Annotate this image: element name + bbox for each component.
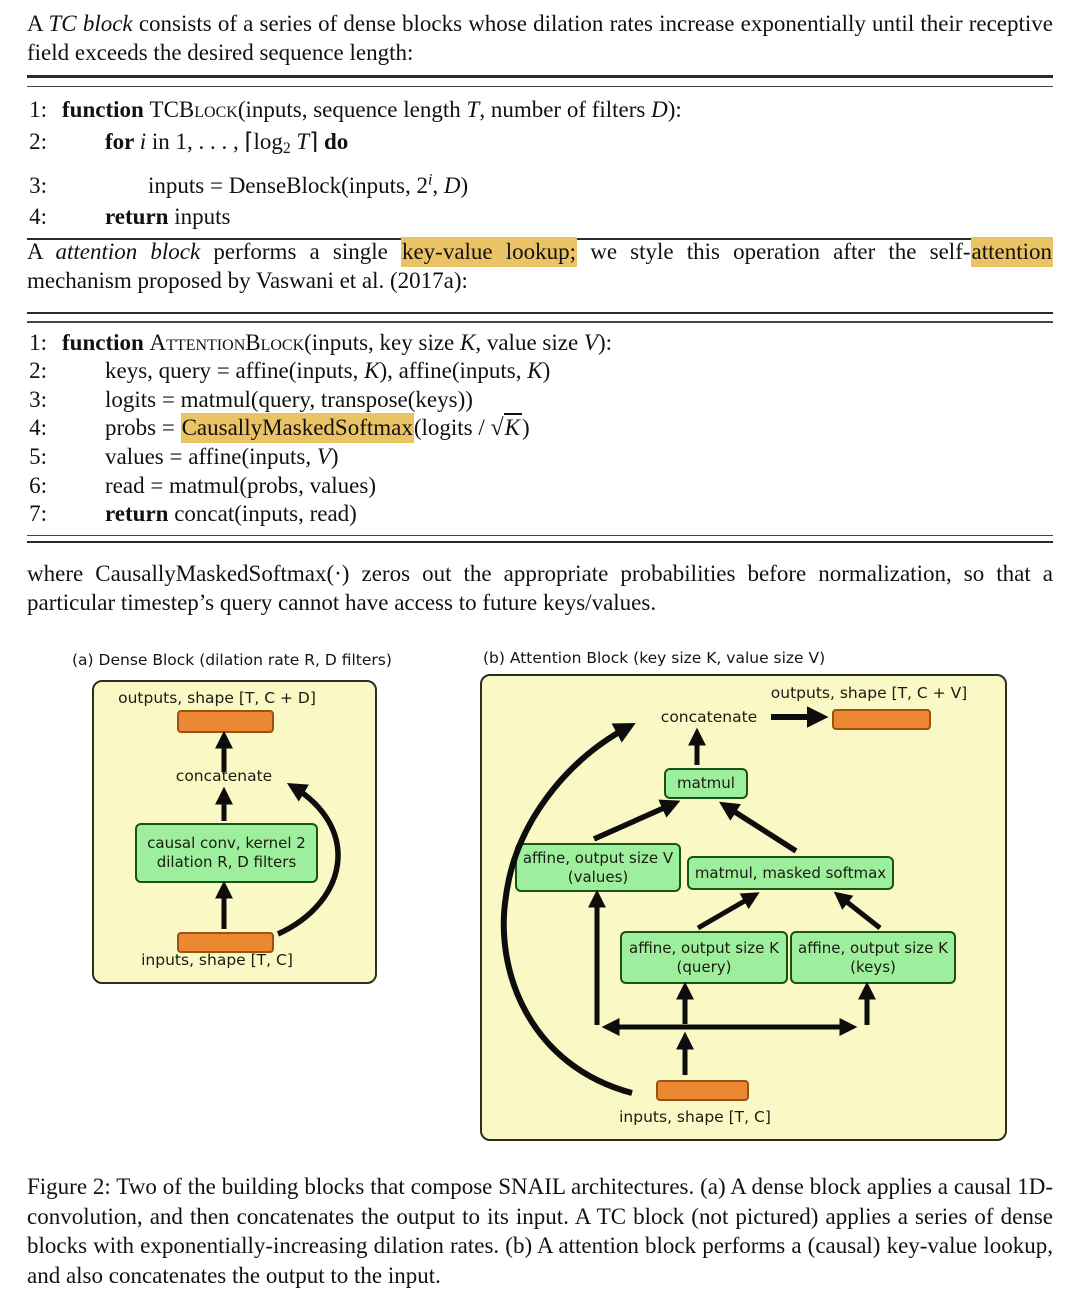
figure-subcaption-a: (a) Dense Block (dilation rate R, D filters) (72, 651, 392, 669)
paragraph-softmax-note: where CausallyMaskedSoftmax(·) zeros out the appropriate probabilities before normalization, so that a particular timestep’s query cannot have access to future keys/values. (27, 561, 1053, 615)
line-body: keys, query = affine(inputs, K), affine(inputs, K) (105, 358, 551, 384)
affine-values-line1: affine, output size V (522, 848, 674, 867)
masked-softmax-label: matmul, masked softmax (694, 863, 887, 882)
line-body: values = affine(inputs, V) (105, 443, 339, 469)
figure-subcaption-b: (b) Attention Block (key size K, value size V) (483, 649, 826, 667)
algorithm-line (27, 201, 1053, 233)
algorithm-line (27, 414, 1053, 443)
attention-block-diagram (480, 674, 1007, 1141)
affine-query-line2: (query) (676, 957, 732, 976)
line-number: 1: (29, 329, 47, 355)
line-body: read = matmul(probs, values) (105, 472, 377, 498)
rule-bottom-thin (27, 535, 1053, 536)
paragraph-attention-block: A attention block performs a single key-value lookup; we style this operation after the self-attention mechanism proposed by Vaswani et al. (2017a): (27, 239, 1052, 293)
algorithm-line (27, 443, 1053, 472)
line-body: logits = matmul(query, transpose(keys)) (105, 386, 473, 412)
dense-block-diagram (92, 680, 377, 984)
skip-connection-curve-arrow (278, 786, 338, 934)
affine-query-line1: affine, output size K (629, 938, 779, 957)
algorithm-attentionblock (27, 312, 1053, 543)
algorithm-line (27, 126, 1053, 164)
inputs-label: inputs, shape [T, C] (141, 951, 293, 969)
line-body: return concat(inputs, read) (105, 501, 357, 527)
line-number: 5: (29, 443, 47, 469)
affine-values-line2: (values) (567, 867, 629, 886)
algorithm-line (27, 94, 1053, 126)
algorithm-line (27, 164, 1053, 201)
line-number: 3: (29, 172, 47, 198)
line-number: 4: (29, 415, 47, 441)
arrow-values-to-matmul (594, 803, 675, 839)
attention-block-arrows (482, 676, 1005, 1139)
line-number: 1: (29, 97, 47, 123)
algorithm-line (27, 386, 1053, 415)
algorithm-line (27, 357, 1053, 386)
matmul-label: matmul (677, 774, 735, 792)
algorithm-tcblock (27, 75, 1053, 240)
line-body: probs = CausallyMaskedSoftmax(logits / √K) (105, 415, 530, 442)
line-number: 2: (29, 358, 47, 384)
affine-keys-line1: affine, output size K (798, 938, 948, 957)
line-number: 2: (29, 128, 47, 154)
causal-conv-line1: causal conv, kernel 2 (147, 834, 306, 852)
line-body: inputs = DenseBlock(inputs, 2$^i$, D) (148, 171, 469, 198)
outputs-label: outputs, shape [T, C + D] (118, 689, 316, 707)
line-number: 7: (29, 501, 47, 527)
line-number: 3: (29, 386, 47, 412)
paragraph-tc-block: A TC block consists of a series of dense blocks whose dilation rates increase exponentially until their receptive field exceeds the desired sequence length: (27, 11, 1053, 65)
line-body: function TCBlock(inputs, sequence length T, number of filters D): (62, 97, 682, 123)
algorithm-line (27, 472, 1053, 501)
arrow-softmax-to-matmul (724, 805, 796, 851)
rule-bottom-thick (27, 541, 1053, 543)
concatenate-label: concatenate (660, 708, 758, 726)
arrow-query-to-softmax (698, 895, 755, 928)
line-number: 4: (29, 204, 47, 230)
affine-keys-line2: (keys) (850, 957, 896, 976)
line-body: return inputs (105, 204, 231, 230)
outputs-label: outputs, shape [T, C + V] (770, 684, 968, 702)
rule-top-thick (27, 75, 1053, 78)
skip-connection-curve-arrow (504, 726, 632, 1093)
dense-block-arrows (94, 682, 375, 982)
causal-conv-line2: dilation R, D filters (156, 853, 297, 871)
algorithm-line (27, 500, 1053, 529)
algorithm-line (27, 329, 1053, 358)
figure-caption: Figure 2: Two of the building blocks that compose SNAIL architectures. (a) A dense block applies a causal 1D-convolution, and then concatenates the output to its input. A TC block (not pictured) applies a series of dense blocks with exponentially-increasing dilation rates. (b) A attention block performs a (causal) key-value lookup, and also concatenates the output to the input. (27, 1174, 1053, 1288)
rule-top-thick (27, 312, 1053, 314)
line-number: 6: (29, 472, 47, 498)
inputs-label: inputs, shape [T, C] (619, 1108, 771, 1126)
arrow-keys-to-softmax (838, 895, 880, 928)
line-body: for i in 1, . . . , ⌈log2 T⌉ do (105, 128, 349, 157)
line-body: function AttentionBlock(inputs, key size K, value size V): (62, 329, 613, 355)
concatenate-label: concatenate (175, 767, 273, 785)
